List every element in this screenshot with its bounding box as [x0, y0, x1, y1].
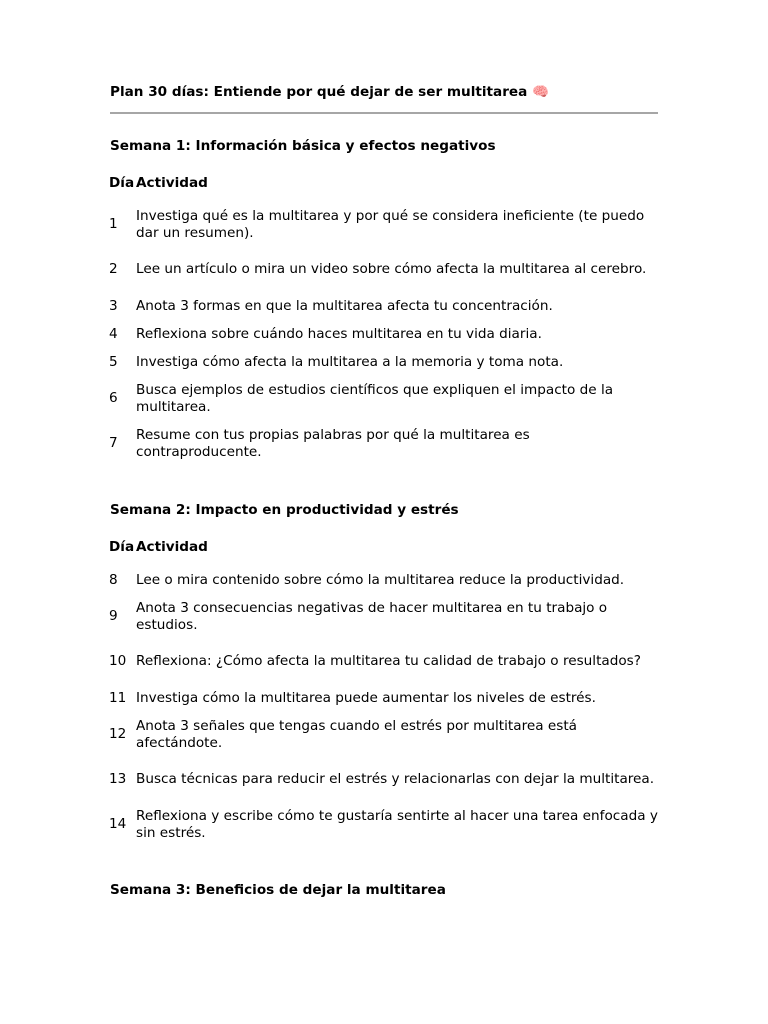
document-title: Plan 30 días: Entiende por qué dejar de ser multitarea 🧠 — [110, 84, 549, 100]
title-divider — [110, 112, 658, 114]
table-row — [109, 421, 658, 466]
table-row — [109, 247, 658, 292]
activity-text: Busca ejemplos de estudios científicos que expliquen el impacto de la multitarea. — [136, 381, 614, 415]
day-number: 5 — [109, 353, 118, 370]
day-number: 4 — [109, 325, 118, 342]
column-header-activity: Actividad — [136, 538, 208, 555]
table-row — [109, 712, 658, 757]
day-number: 1 — [109, 216, 118, 233]
week-1-table — [109, 164, 658, 466]
table-row — [109, 594, 658, 639]
day-number: 7 — [109, 435, 118, 452]
table-row — [109, 684, 658, 712]
week-3-section — [110, 880, 658, 900]
week-2-heading: Semana 2: Impacto en productividad y estrés — [110, 502, 459, 518]
activity-text: Reflexiona y escribe cómo te gustaría sentirte al hacer una tarea enfocada y sin estrés. — [136, 807, 658, 841]
day-number: 2 — [109, 261, 118, 278]
table-row — [109, 757, 658, 802]
day-number: 14 — [109, 816, 127, 833]
column-header-activity: Actividad — [136, 174, 208, 191]
day-number: 13 — [109, 771, 127, 788]
activity-text: Investiga cómo la multitarea puede aumentar los niveles de estrés. — [136, 689, 596, 706]
week-1-section — [110, 136, 658, 466]
day-number: 10 — [109, 653, 127, 670]
activity-text: Anota 3 señales que tengas cuando el estrés por multitarea está afectándote. — [136, 717, 577, 751]
week-2-table — [109, 528, 658, 847]
table-row — [109, 802, 658, 847]
activity-text: Reflexiona: ¿Cómo afecta la multitarea tu calidad de trabajo o resultados? — [136, 653, 641, 669]
day-number: 6 — [109, 390, 118, 407]
activity-text: Resume con tus propias palabras por qué la multitarea es contraproducente. — [136, 426, 530, 460]
day-number: 11 — [109, 689, 127, 706]
activity-text: Anota 3 formas en que la multitarea afecta tu concentración. — [136, 297, 553, 314]
activity-text: Lee un artículo o mira un video sobre cómo afecta la multitarea al cerebro. — [136, 261, 647, 277]
week-2-section — [110, 500, 658, 847]
day-number: 12 — [109, 726, 127, 743]
day-number: 9 — [109, 608, 118, 625]
table-row — [109, 292, 658, 320]
table-row — [109, 202, 658, 247]
week-3-heading: Semana 3: Beneficios de dejar la multitarea — [110, 882, 446, 898]
activity-text: Investiga qué es la multitarea y por qué se considera ineficiente (te puedo dar un resumen). — [136, 207, 645, 241]
week-1-heading: Semana 1: Información básica y efectos negativos — [110, 138, 496, 154]
activity-text: Investiga cómo afecta la multitarea a la memoria y toma nota. — [136, 353, 564, 370]
table-row — [109, 348, 658, 376]
table-row — [109, 320, 658, 348]
table-row — [109, 639, 658, 684]
activity-text: Reflexiona sobre cuándo haces multitarea en tu vida diaria. — [136, 325, 542, 342]
column-header-day: Día — [109, 174, 135, 191]
activity-text: Lee o mira contenido sobre cómo la multitarea reduce la productividad. — [136, 571, 625, 588]
week-2-header-row — [109, 528, 658, 566]
table-row — [109, 376, 658, 421]
day-number: 3 — [109, 297, 118, 314]
table-row — [109, 566, 658, 594]
week-1-header-row — [109, 164, 658, 202]
day-number: 8 — [109, 571, 118, 588]
activity-text: Anota 3 consecuencias negativas de hacer multitarea en tu trabajo o estudios. — [136, 599, 608, 633]
activity-text: Busca técnicas para reducir el estrés y relacionarlas con dejar la multitarea. — [136, 771, 655, 787]
column-header-day: Día — [109, 538, 135, 555]
